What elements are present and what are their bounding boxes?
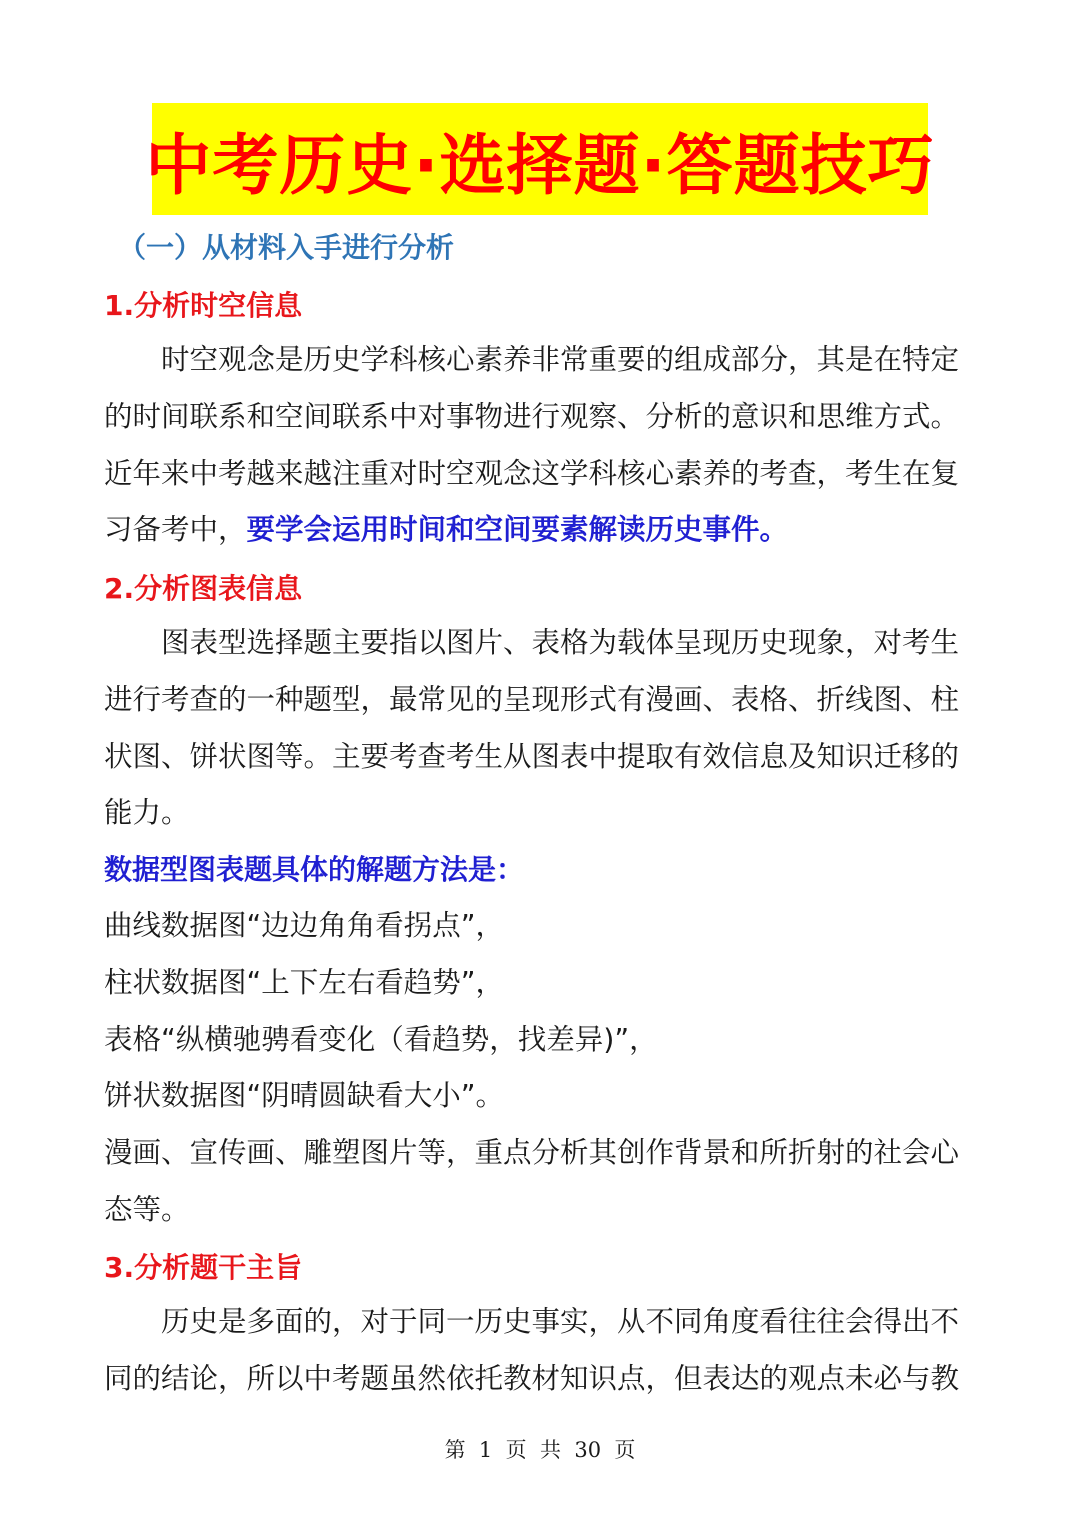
section-title: （一）从材料入手进行分析	[118, 231, 455, 264]
paragraph-line: 的时间联系和空间联系中对事物进行观察、分析的意识和思维方式。	[104, 399, 960, 433]
list-item: 漫画、宣传画、雕塑图片等，重点分析其创作背景和所折射的社会心	[104, 1136, 960, 1170]
list-item: 表格“纵横驰骋看变化（看趋势，找差异)”，	[104, 1022, 658, 1056]
heading-part-3: 3.分析题干主旨	[104, 1251, 303, 1284]
page-title: 中考历史·选择题·答题技巧	[145, 126, 935, 204]
paragraph-line: 历史是多面的，对于同一历史事实，从不同角度看往往会得出不	[161, 1305, 960, 1338]
paragraph-line: 能力。	[104, 796, 190, 830]
heading-part-1: 1.分析时空信息	[104, 289, 303, 322]
paragraph-part-3	[104, 1294, 980, 1408]
page-footer: 第 1 页 共 30 页	[444, 1438, 636, 1462]
paragraph-text: 习备考中，	[104, 513, 247, 547]
paragraph-line: 近年来中考越来越注重对时空观念这学科核心素养的考查，考生在复	[104, 456, 960, 490]
list-item: 曲线数据图“边边角角看拐点”，	[104, 909, 505, 942]
paragraph-part-1	[104, 332, 980, 559]
heading-part-2: 2.分析图表信息	[104, 572, 303, 605]
paragraph-line: 状图、饼状图等。主要考查考生从图表中提取有效信息及知识迁移的	[104, 739, 960, 773]
paragraph-line	[104, 502, 980, 559]
paragraph-line: 图表型选择题主要指以图片、表格为载体呈现历史现象，对考生	[161, 626, 960, 659]
emphasis-text: 要学会运用时间和空间要素解读历史事件。	[246, 513, 789, 547]
paragraph-line: 进行考查的一种题型，最常见的呈现形式有漫画、表格、折线图、柱	[104, 682, 960, 716]
list-item: 饼状数据图“阴晴圆缺看大小”。	[104, 1079, 505, 1113]
list-item: 柱状数据图“上下左右看趋势”，	[104, 965, 505, 999]
title-highlight	[145, 103, 935, 215]
paragraph-part-2	[104, 615, 980, 842]
paragraph-line: 同的结论，所以中考题虽然依托教材知识点，但表达的观点未必与教	[104, 1361, 960, 1395]
method-heading: 数据型图表题具体的解题方法是：	[104, 853, 525, 886]
list-item: 态等。	[104, 1192, 190, 1226]
paragraph-line: 时空观念是历史学科核心素养非常重要的组成部分，其是在特定	[161, 343, 960, 376]
method-list	[104, 898, 980, 1239]
